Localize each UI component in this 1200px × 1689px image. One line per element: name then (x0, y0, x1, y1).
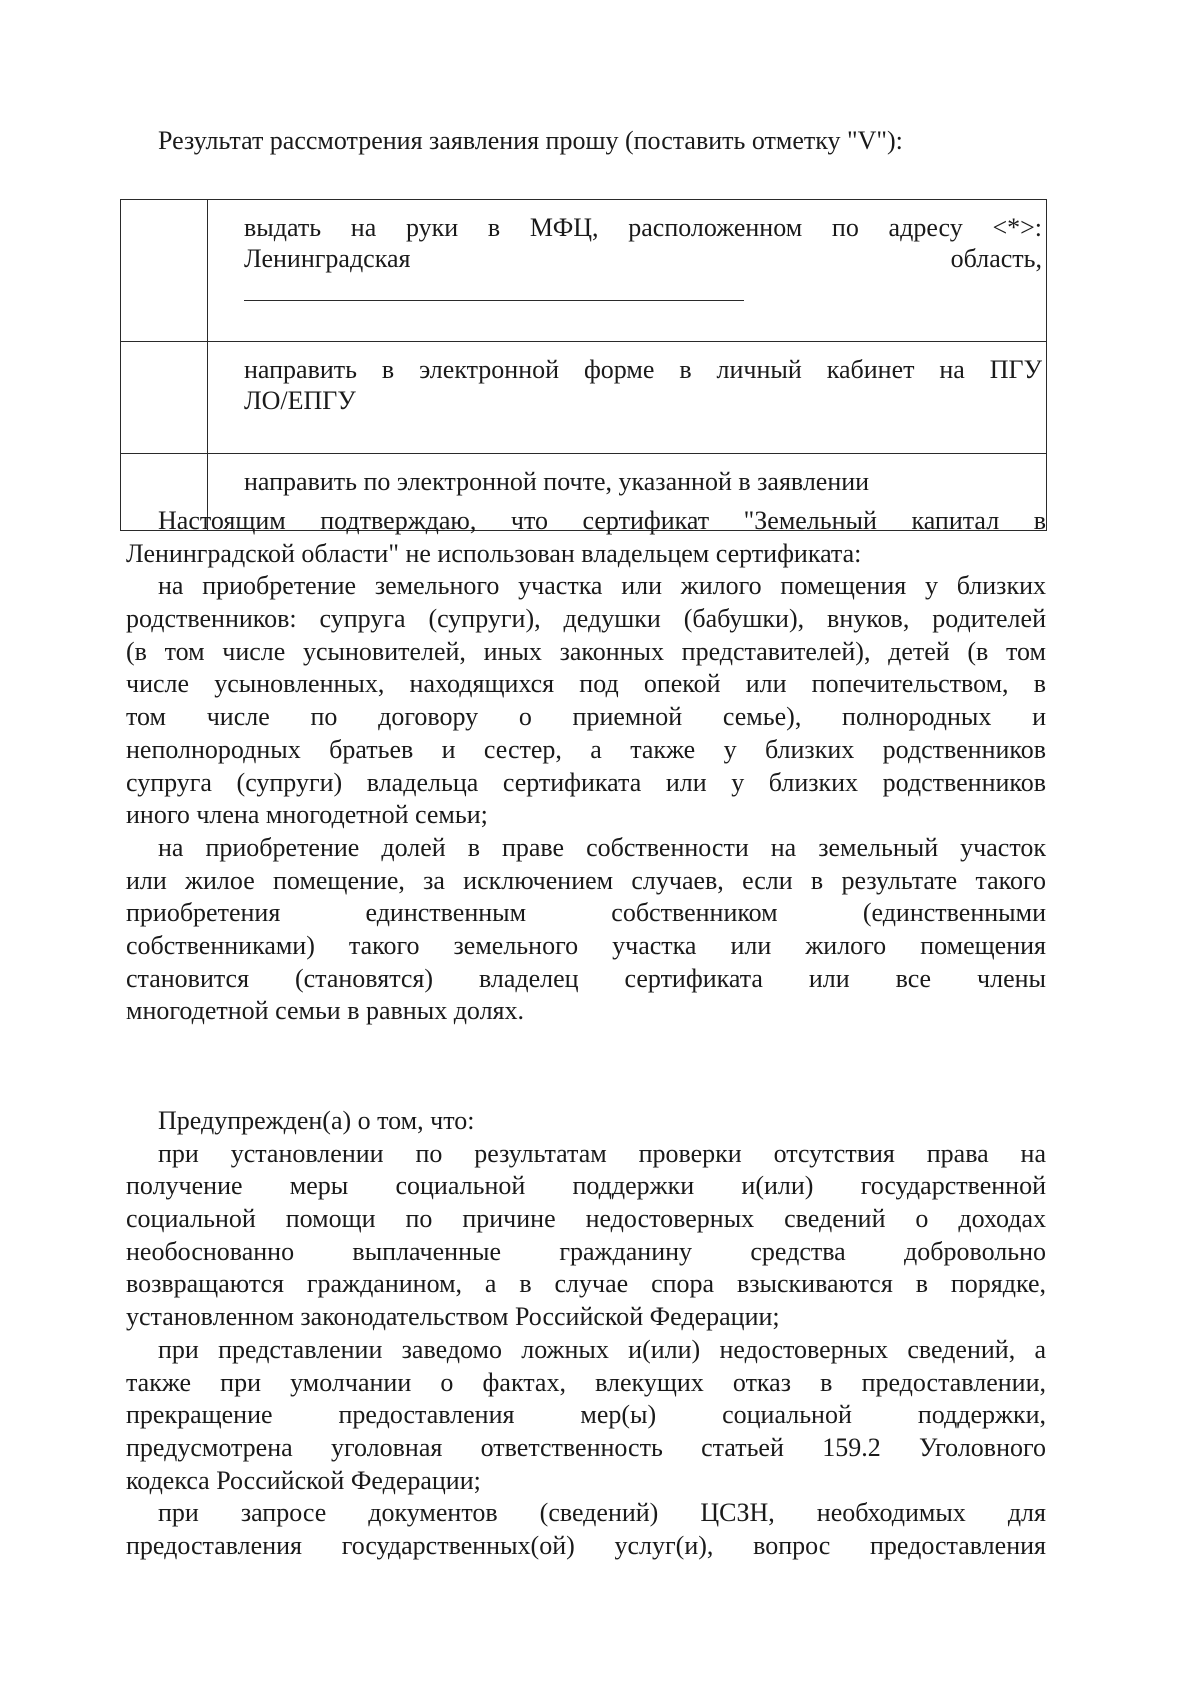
warning-line: необоснованно выплаченные гражданину средства добровольно (126, 1236, 1046, 1266)
warning-line: получение меры социальной поддержки и(или) государственной (126, 1171, 1046, 1201)
warning-line: при представлении заведомо ложных и(или) недостоверных сведений, а (158, 1334, 1046, 1364)
confirm-line: многодетной семьи в равных долях. (126, 996, 525, 1026)
confirm-line: родственников: супруга (супруги), дедушки (бабушки), внуков, родителей (126, 604, 1046, 634)
warning-line: кодекса Российской Федерации; (126, 1465, 481, 1495)
confirm-line: числе усыновленных, находящихся под опекой или попечительством, в (126, 669, 1046, 699)
option-text-electronic (208, 342, 1047, 454)
confirm-line: том числе по договору о приемной семье), полнородных и (126, 702, 1046, 732)
confirm-line: Ленинградской области" не использован владельцем сертификата: (126, 538, 862, 568)
confirm-line: или жилое помещение, за исключением случаев, если в результате такого (126, 865, 1046, 895)
confirm-line: приобретения единственным собственником (единственными (126, 898, 1046, 928)
electronic-checkbox-cell[interactable] (121, 342, 208, 454)
mfc-address-blank-line[interactable] (244, 274, 744, 301)
option-row-electronic (121, 342, 1047, 454)
warning-line: предоставления государственных(ой) услуг(и), вопрос предоставления (126, 1530, 1046, 1560)
warning-paragraph (126, 1106, 1046, 1564)
confirm-line: собственниками) такого земельного участка или жилого помещения (126, 930, 1046, 960)
option-electronic-line1: направить в электронной форме в личный кабинет на ПГУ (244, 355, 1042, 384)
warning-line: установленном законодательством Российской Федерации; (126, 1302, 780, 1332)
confirm-line: на приобретение долей в праве собственности на земельный участок (158, 832, 1046, 862)
confirm-line: супруга (супруги) владельца сертификата или у близких родственников (126, 767, 1046, 797)
certificate-confirmation-paragraph (126, 506, 1046, 1029)
confirm-line: (в том числе усыновителей, иных законных представителей), детей (в том (126, 636, 1046, 666)
confirm-line: на приобретение земельного участка или жилого помещения у близких (158, 571, 1046, 601)
option-mfc-line2: Ленинградская область, (244, 243, 1042, 273)
option-mfc-line1: выдать на руки в МФЦ, расположенном по адресу <*>: (244, 213, 1042, 242)
option-electronic-line2: ЛО/ЕПГУ (244, 385, 356, 415)
warning-line: предусмотрена уголовная ответственность статьей 159.2 Уголовного (126, 1432, 1046, 1462)
result-request-intro: Результат рассмотрения заявления прошу (поставить отметку "V"): (158, 126, 903, 155)
warning-line: при запросе документов (сведений) ЦСЗН, необходимых для (158, 1498, 1046, 1528)
confirm-line: неполнородных братьев и сестер, а также у близких родственников (126, 734, 1046, 764)
warning-line: прекращение предоставления мер(ы) социальной поддержки, (126, 1400, 1046, 1430)
confirm-line: иного члена многодетной семьи; (126, 800, 488, 830)
delivery-options-table (120, 199, 1047, 531)
confirm-line: Настоящим подтверждаю, что сертификат "Земельный капитал в (158, 506, 1046, 535)
option-text-mfc (208, 200, 1047, 342)
warning-heading: Предупрежден(а) о том, что: (158, 1106, 475, 1135)
option-row-mfc (121, 200, 1047, 342)
mfc-checkbox-cell[interactable] (121, 200, 208, 342)
warning-line: социальной помощи по причине недостоверных сведений о доходах (126, 1204, 1046, 1234)
warning-line: также при умолчании о фактах, влекущих отказ в предоставлении, (126, 1367, 1046, 1397)
option-email-line1: направить по электронной почте, указанной в заявлении (244, 467, 870, 496)
warning-line: возвращаются гражданином, а в случае спора взыскиваются в порядке, (126, 1269, 1046, 1299)
warning-line: при установлении по результатам проверки отсутствия права на (158, 1138, 1046, 1168)
confirm-line: становится (становятся) владелец сертификата или все члены (126, 963, 1046, 993)
